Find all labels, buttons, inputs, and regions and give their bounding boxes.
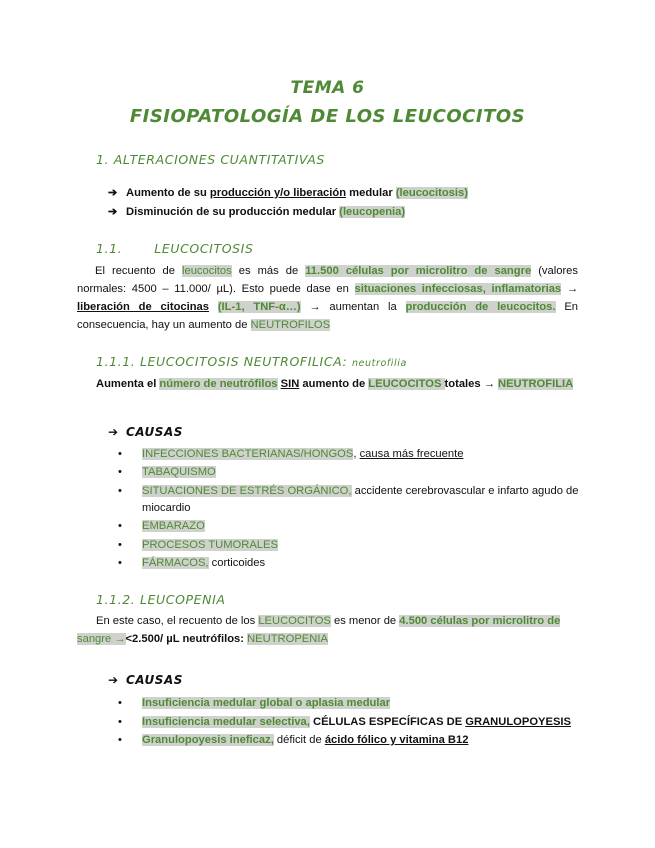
list-item: • FÁRMACOS, corticoides	[118, 554, 265, 572]
list-item: • INFECCIONES BACTERIANAS/HONGOS, causa más frecuente	[118, 445, 463, 463]
document-title: FISIOPATOLOGÍA DE LOS LEUCOCITOS	[129, 106, 526, 127]
list-item: • Insuficiencia medular selectiva, CÉLULAS ESPECÍFICAS DE GRANULOPOYESIS	[118, 713, 571, 731]
list-item: • TABAQUISMO	[118, 463, 216, 481]
document-title-number: TEMA 6	[290, 78, 365, 98]
bullet-dot-icon: •	[118, 734, 122, 746]
list-item: • Insuficiencia medular global o aplasia medular	[118, 694, 390, 712]
neutrofilia-line: Aumenta el número de neutrófilos SIN aumento de LEUCOCITOS totales → NEUTROFILIA	[96, 378, 574, 390]
leucopenia-line-1: En este caso, el recuento de los LEUCOCITOS es menor de 4.500 células por microlitro de	[96, 615, 561, 627]
bullet-dot-icon: •	[118, 485, 122, 497]
bullet-dot-icon: •	[118, 697, 122, 709]
list-item: • Granulopoyesis ineficaz, déficit de ácido fólico y vitamina B12	[118, 731, 468, 749]
leucopenia-line-2: sangre →<2.500/ µL neutrófilos: NEUTROPENIA	[77, 633, 328, 645]
bullet-dot-icon: •	[118, 448, 122, 460]
section-heading-leucopenia: 1.1.2. LEUCOPENIA	[96, 592, 226, 607]
list-item: • EMBARAZO	[118, 517, 205, 535]
section-heading-leucocitosis: 1.1. LEUCOCITOSIS	[96, 241, 254, 256]
bullet-dot-icon: •	[118, 539, 122, 551]
causas-heading-1: ➔ CAUSAS	[108, 425, 183, 439]
list-item: • SITUACIONES DE ESTRÉS ORGÁNICO, accidente cerebrovascular e infarto agudo de	[118, 482, 579, 500]
list-item-continuation: miocardio	[142, 502, 191, 514]
section-heading-alteraciones: 1. ALTERACIONES CUANTITATIVAS	[96, 152, 325, 167]
causas-heading-2: ➔ CAUSAS	[108, 673, 183, 687]
arrow-right-icon: ➔	[108, 425, 119, 439]
arrow-right-icon: ➔	[108, 206, 118, 218]
bullet-aumento: ➔ Aumento de su producción y/o liberación medular (leucocitosis)	[108, 187, 468, 199]
paragraph-leucocitosis: El recuento de leucocitos es más de 11.500 células por microlitro de sangre (valores normales: 4500 – 11.000/ µL). Esto puede dase en situaciones infecciosas, inflamatorias → liberación de citocinas (IL-1, TNF-α…) → aumentan la producción de leucocitos. En consecuencia, hay un aumento de NEUTROFILOS	[77, 265, 579, 331]
section-heading-neutrofilica: 1.1.1. LEUCOCITOSIS NEUTROFILICA: neutrofilia	[96, 354, 407, 369]
bullet-dot-icon: •	[118, 557, 122, 569]
bullet-dot-icon: •	[118, 716, 122, 728]
bullet-dot-icon: •	[118, 466, 122, 478]
arrow-right-icon: ➔	[108, 187, 118, 199]
arrow-right-icon: ➔	[108, 673, 119, 687]
list-item: • PROCESOS TUMORALES	[118, 536, 278, 554]
bullet-disminucion: ➔ Disminución de su producción medular (leucopenia)	[108, 206, 406, 218]
bullet-dot-icon: •	[118, 520, 122, 532]
